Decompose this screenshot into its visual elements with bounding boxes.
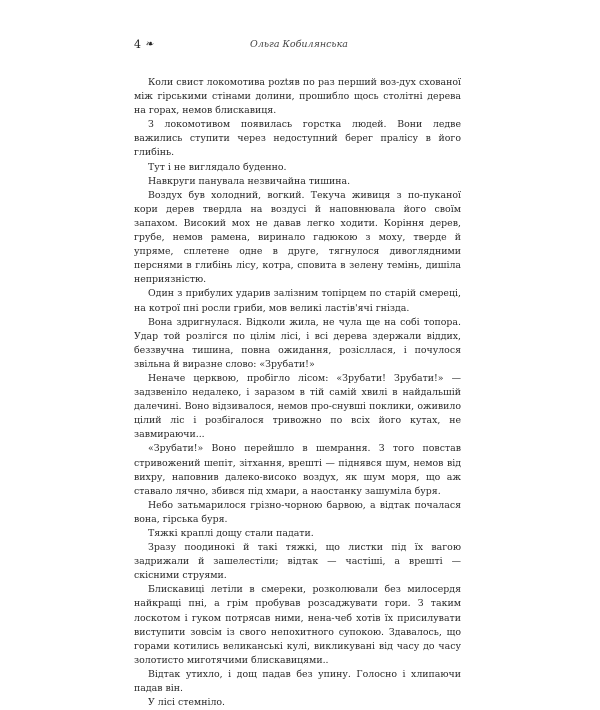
running-title: Ольга Кобилянська — [250, 39, 348, 50]
page-number: 4 — [134, 38, 141, 51]
body-text — [134, 76, 461, 710]
paragraph: Тяжкі краплі дощу стали падати. — [148, 528, 314, 539]
leaf-ornament-icon: ❧ — [145, 39, 154, 50]
paragraph: У лісі стемніло. — [148, 697, 226, 709]
paragraph: Один з прибулих ударив залізним топірцем по старій смереці, на котрої пні росли гриби, мов великі ластів'ячі гнізда. — [134, 288, 461, 314]
page-header — [134, 38, 464, 54]
paragraph: Навкруги панувала незвичайна тишина. — [148, 175, 351, 187]
paragraph: З локомотивом появилась горстка людей. Вони ледве важились ступити через недоступний берег пралісу в його глибінь. — [134, 119, 461, 159]
paragraph: Воздух був холодний, вогкий. Текуча живиця з по-пуканої кори дерев твердла на воздусі й наповнювала його своїм запахом. Високий мох не давав легко ходити. Коріння дерев, грубе, немов рамена, виринало гадюкою з моху, тверде й упряме, сплетене одне в друге, тягнулося дивоглядними перснями в глибінь лісу, котра, сповита в зелену темінь, дишіла неприязністю. — [134, 189, 461, 286]
paragraph: Неначе церквою, пробігло лісом: «Зрубати! Зрубати!» — задзвеніло недалеко, і заразом в тій самій хвилі в найдальшій далечині. Воно відзивалося, немов про-снувші поклики, оживило цілий ліс і розбігалося тривожно по всіх його кутах, не завмираючи... — [134, 372, 461, 441]
paragraph: «Зрубати!» Воно перейшло в шемрання. З того повстав стривожений шепіт, зітхання, врешті — піднявся шум, немов від вихру, наповнив далеко-високо воздух, як шум моря, що аж ставало лячно, збився під хмари, а наостанку зашуміла буря. — [134, 443, 461, 497]
paragraph: Вона здригнулася. Відколи жила, не чула ще на собі топора. Удар той розлігся по цілім лісі, і всі дерева здержали віддих, беззвучна тишина, повна ожидання, розісллася, і почулося звільна й виразне слово: «Зрубати!» — [134, 316, 461, 370]
paragraph: Коли свист локомотива роztяв по раз перший воз-дух схованої між гірськими стінами долини, прошибло щось столітні дерева на горах, немов блискавиця. — [134, 77, 461, 117]
paragraph: Небо затьмарилося грізно-чорною барвою, а відтак почалася вона, гірська буря. — [134, 499, 461, 525]
paragraph: Відтак утихло, і дощ падав без упину. Голосно і хлипаючи падав він. — [134, 668, 461, 695]
paragraph: Зразу поодинокі й такі тяжкі, що листки під їх вагою задрижали й зашелестіли; відтак — частіші, а врешті — скісними струями. — [134, 542, 461, 582]
paragraph: Тут і не виглядало буденно. — [148, 161, 287, 173]
paragraph: Блискавиці летіли в смереки, розколювали без милосердя найкращі пні, а грім пробував розсаджувати гори. З таким лоскотом і гуком потрясав ними, нена-чеб хотів їх присилувати виступити зовсім із свого непохитного супокою. Здавалось, що горами котились великанські кулі, викликувані від часу до часу золотисто миготячими блискавицями.. — [134, 584, 461, 666]
